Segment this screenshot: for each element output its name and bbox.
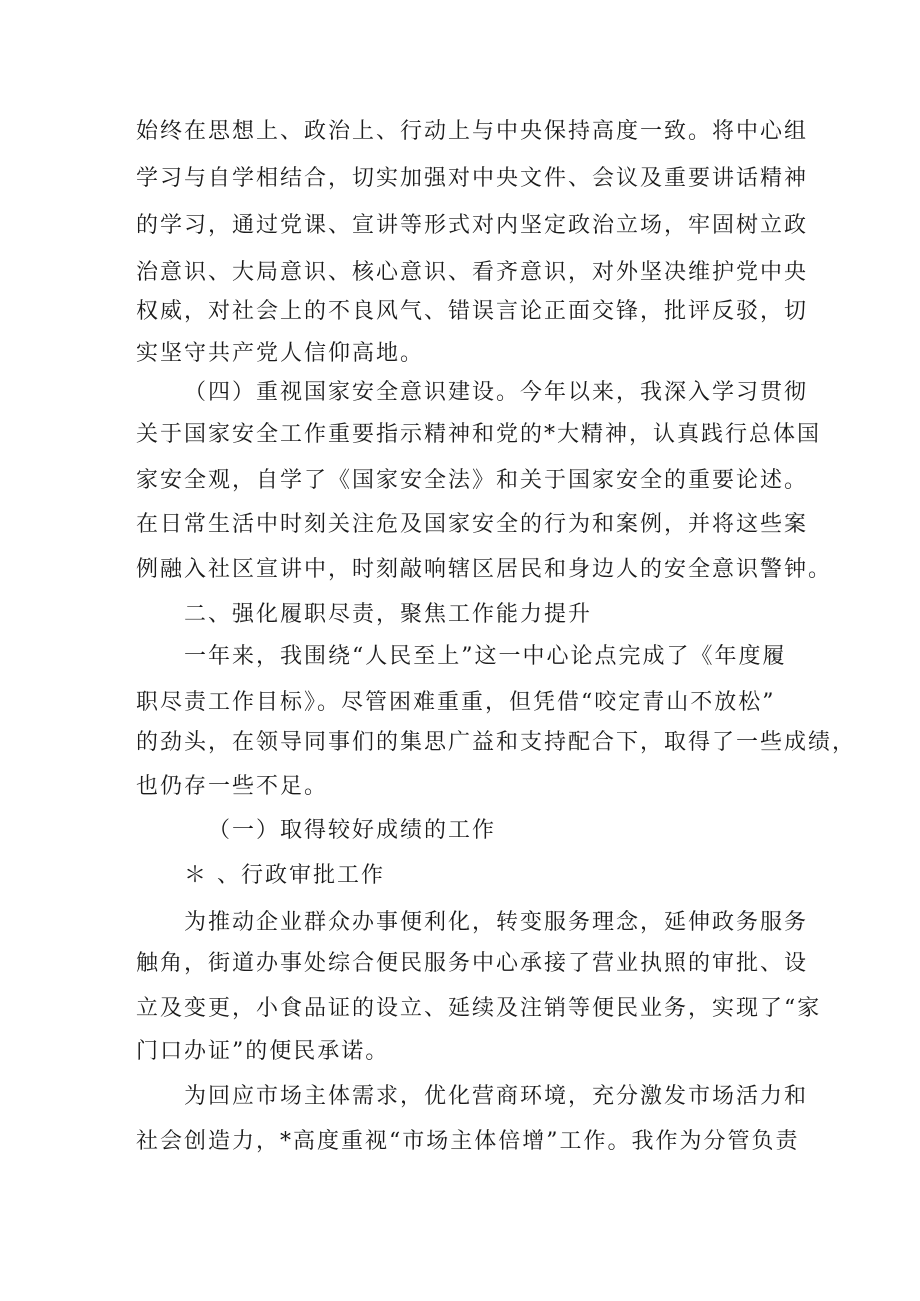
text-line: 立及变更，小食品证的设立、延续及注销等便民业务，实现了“家 bbox=[136, 996, 822, 1021]
text-line: 治意识、大局意识、核心意识、看齐意识，对外坚决维护党中央 bbox=[136, 260, 809, 285]
text-line: 也仍存一些不足。 bbox=[136, 774, 329, 799]
text-line: 为回应市场主体需求，优化营商环境，充分激发市场活力和 bbox=[184, 1084, 809, 1109]
text-line: 的劲头，在领导同事们的集思广益和支持配合下，取得了一些成绩， bbox=[136, 730, 857, 755]
text-line: 的学习，通过党课、宣讲等形式对内坚定政治立场，牢固树立政 bbox=[136, 213, 809, 238]
text-line: 实坚守共产党人信仰高地。 bbox=[136, 341, 425, 366]
text-line: 触角，街道办事处综合便民服务中心承接了营业执照的审批、设 bbox=[136, 951, 809, 976]
text-line: 始终在思想上、政治上、行动上与中央保持高度一致。将中心组 bbox=[136, 119, 809, 144]
text-line: 社会创造力，*高度重视“市场主体倍增”工作。我作为分管负责 bbox=[136, 1129, 800, 1154]
text-line: 关于国家安全工作重要指示精神和党的*大精神，认真践行总体国 bbox=[136, 422, 822, 447]
text-line: 门口办证”的便民承诺。 bbox=[136, 1039, 390, 1064]
text-line: 在日常生活中时刻关注危及国家安全的行为和案例，并将这些案 bbox=[136, 512, 809, 537]
text-line: 家安全观，自学了《国家安全法》和关于国家安全的重要论述。 bbox=[136, 468, 809, 493]
text-line: 一年来，我围绕“人民至上”这一中心论点完成了《年度履 bbox=[184, 644, 787, 669]
section-heading: （四）重视国家安全意识建设。今年以来，我深入学习贯彻 bbox=[184, 380, 809, 405]
text-line: 为推动企业群众办事便利化，转变服务理念，延伸政务服务 bbox=[184, 910, 809, 935]
section-heading: ＊ 、行政审批工作 bbox=[184, 863, 385, 888]
text-line: 例融入社区宣讲中，时刻敲响辖区居民和身边人的安全意识警钟。 bbox=[136, 557, 833, 582]
text-line: 权威，对社会上的不良风气、错误言论正面交锋，批评反驳，切 bbox=[136, 299, 809, 324]
section-heading: （一）取得较好成绩的工作 bbox=[208, 818, 497, 843]
text-line: 职尽责工作目标》。尽管困难重重，但凭借“咬定青山不放松” bbox=[136, 690, 776, 715]
section-heading: 二、强化履职尽责，聚焦工作能力提升 bbox=[184, 602, 593, 627]
text-line: 学习与自学相结合，切实加强对中央文件、会议及重要讲话精神 bbox=[136, 166, 809, 191]
